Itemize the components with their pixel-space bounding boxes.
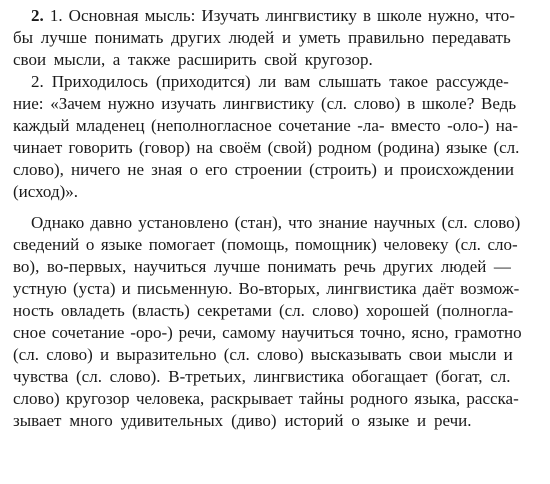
text-line-10 <box>31 212 520 234</box>
line-text: чинает говорить (говор) на своём (свой) родном (родина) языке (сл. <box>13 138 520 157</box>
line-text: сное сочетание -оро-) речи, самому научиться точно, ясно, грамотно <box>13 323 522 342</box>
line-text: свои мысли, а также расширить свой кругозор. <box>13 50 373 69</box>
text-line-1 <box>31 5 515 27</box>
line-text: ность овладеть (власть) секретами (сл. слово) хорошей (полногла- <box>13 301 514 320</box>
text-line-19 <box>13 410 472 432</box>
text-line-6 <box>13 115 518 137</box>
text-line-9 <box>13 181 78 203</box>
text-line-17 <box>13 366 511 388</box>
item-number: 2. <box>31 6 44 25</box>
text-line-4 <box>31 71 509 93</box>
line-text: 1. Основная мысль: Изучать лингвистику в школе нужно, что- <box>49 6 515 25</box>
text-line-3 <box>13 49 373 71</box>
line-text: ние: «Зачем нужно изучать лингвистику (сл. слово) в школе? Ведь <box>13 94 517 113</box>
line-text: зывает много удивительных (диво) историй о языке и речи. <box>13 411 472 430</box>
text-line-7 <box>13 137 519 159</box>
line-text: слово), ничего не зная о его строении (строить) и происхождении <box>13 160 514 179</box>
line-text: (исход)». <box>13 182 79 201</box>
line-text: Однако давно установлено (стан), что знание научных (сл. слово) <box>31 213 521 232</box>
text-line-12 <box>13 256 511 278</box>
line-text: чувства (сл. слово). В-третьих, лингвистика обогащает (богат, сл. <box>13 367 511 386</box>
text-line-14 <box>13 300 513 322</box>
line-text: (сл. слово) и выразительно (сл. слово) высказывать свои мысли и <box>13 345 513 364</box>
line-text: устную (уста) и письменную. Во-вторых, лингвистика даёт возмож- <box>13 279 520 298</box>
line-text: каждый младенец (неполногласное сочетание -ла- вместо -оло-) на- <box>13 116 519 135</box>
line-text: во), во-первых, научиться лучше понимать речь других людей — <box>13 257 511 276</box>
line-text: сведений о языке помогает (помощь, помощник) человеку (сл. сло- <box>13 235 518 254</box>
text-line-8 <box>13 159 514 181</box>
text-line-18 <box>13 388 519 410</box>
line-text: 2. Приходилось (приходится) ли вам слышать такое рассужде- <box>31 72 509 91</box>
text-line-2 <box>13 27 511 49</box>
text-line-15 <box>13 322 522 344</box>
text-line-11 <box>13 234 518 256</box>
text-line-13 <box>13 278 519 300</box>
line-text: слово) кругозор человека, раскрывает тайны родного языка, расска- <box>13 389 519 408</box>
text-line-5 <box>13 93 516 115</box>
line-text: бы лучше понимать других людей и уметь правильно передавать <box>13 28 511 47</box>
text-line-16 <box>13 344 513 366</box>
